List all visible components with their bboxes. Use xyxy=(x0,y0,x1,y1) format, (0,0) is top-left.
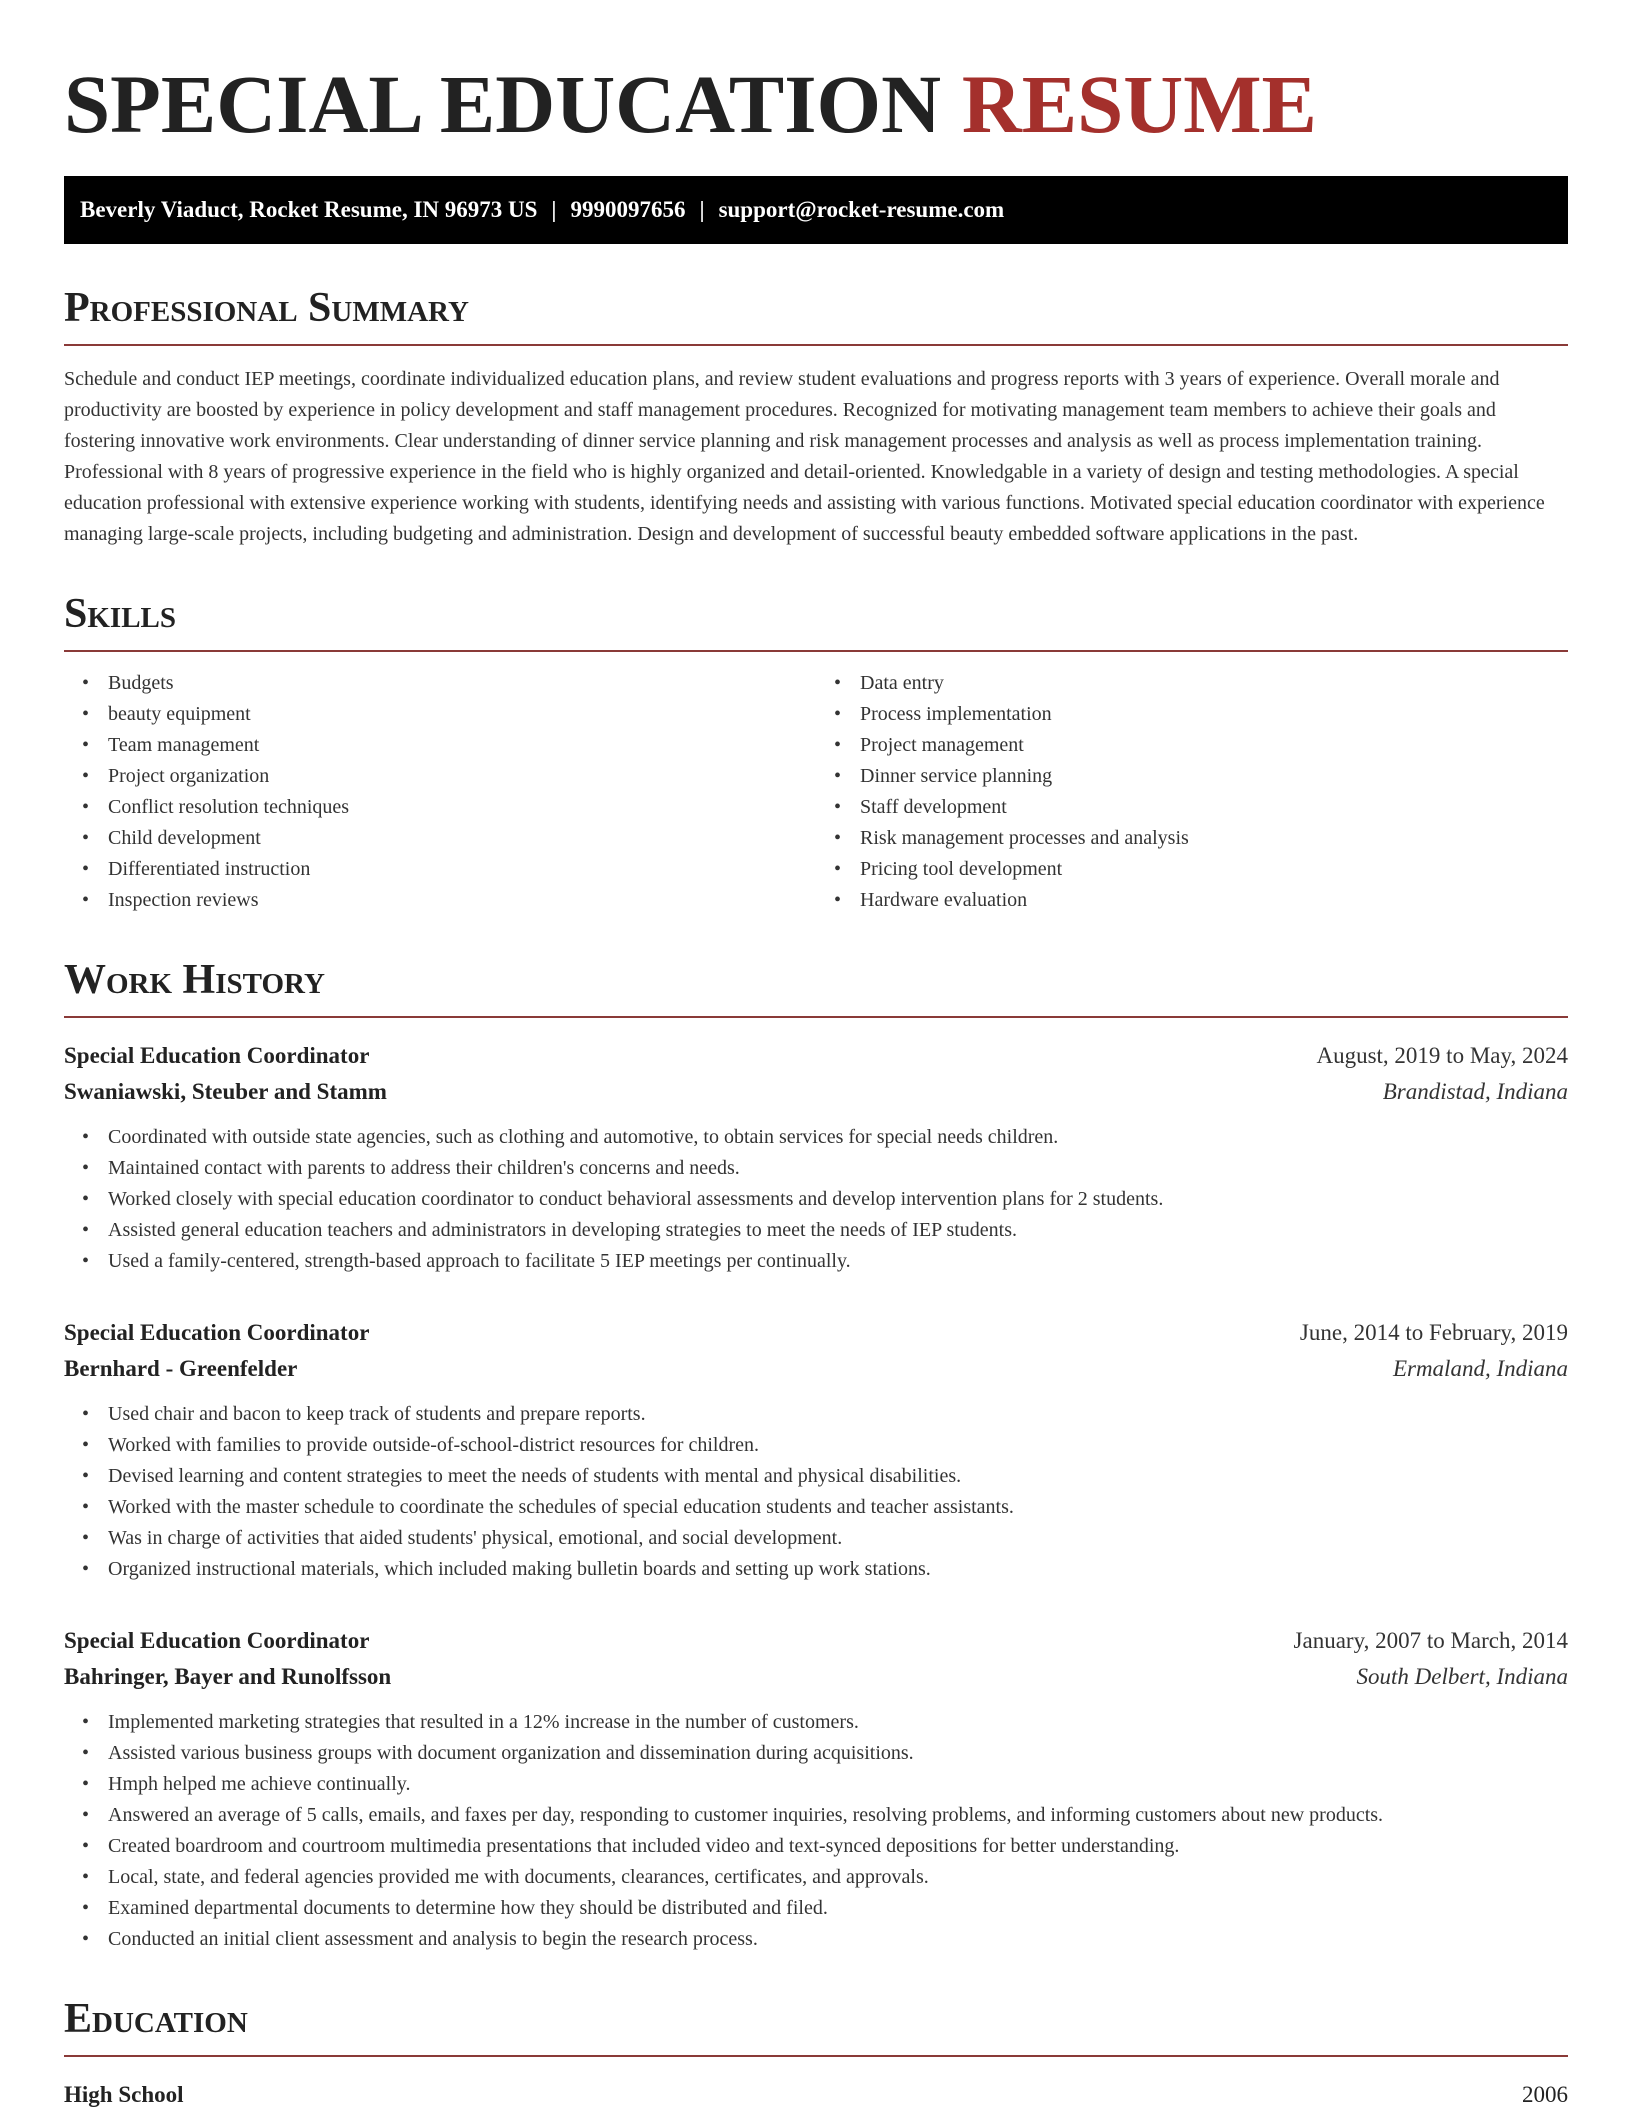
education-year: 2006 xyxy=(1522,2082,1568,2107)
job-bullet: • Assisted general education teachers and administrators in developing strategies to meet the needs of IEP students. xyxy=(108,1215,1568,1246)
job-bullets xyxy=(64,1707,1568,1955)
contact-separator: | xyxy=(551,197,557,222)
skill-item: • Conflict resolution techniques xyxy=(108,792,816,823)
skill-item: • beauty equipment xyxy=(108,699,816,730)
job-location: Brandistad, Indiana xyxy=(1382,1079,1568,1104)
job-bullet: • Assisted various business groups with document organization and dissemination during acquisitions. xyxy=(108,1738,1568,1769)
job-bullet: • Conducted an initial client assessment and analysis to begin the research process. xyxy=(108,1924,1568,1955)
skill-item: • Risk management processes and analysis xyxy=(860,823,1568,854)
job-dates: January, 2007 to March, 2014 xyxy=(1293,1628,1568,1653)
section-title: Education xyxy=(64,1995,1568,2057)
job-title: Special Education Coordinator xyxy=(64,1043,370,1068)
job-header-row xyxy=(64,1038,1568,1074)
contact-bar xyxy=(64,176,1568,244)
summary-paragraph: Schedule and conduct IEP meetings, coordinate individualized education plans, and review student evaluations and progress reports with 3 years of experience. Overall morale and productivity are boosted by experience in policy development and staff management procedures. Recognized for motivating management team members to achieve their goals and fostering innovative work environments. Clear understanding of dinner service planning and risk management processes and analysis as well as process implementation training. Professional with 8 years of progressive experience in the field who is highly organized and detail-oriented. Knowledgable in a variety of design and testing methodologies. A special education professional with extensive experience working with students, identifying needs and assisting with various functions. Motivated special education coordinator with experience managing large-scale projects, including budgeting and administration. Design and development of successful beauty embedded software applications in the past. xyxy=(64,368,1545,545)
skills-list-left xyxy=(64,668,816,916)
job-bullet: • Worked with families to provide outside-of-school-district resources for children. xyxy=(108,1430,1568,1461)
job-bullet: • Hmph helped me achieve continually. xyxy=(108,1769,1568,1800)
job-dates: June, 2014 to February, 2019 xyxy=(1299,1320,1568,1345)
job-bullet: • Local, state, and federal agencies provided me with documents, clearances, certificates, and approvals. xyxy=(108,1862,1568,1893)
skills-columns xyxy=(64,668,1568,916)
section-title: Work History xyxy=(64,956,1568,1018)
job-header-row xyxy=(64,1623,1568,1659)
job-bullet: • Was in charge of activities that aided students' physical, emotional, and social development. xyxy=(108,1523,1568,1554)
skill-item: • Data entry xyxy=(860,668,1568,699)
job-bullet: • Worked with the master schedule to coordinate the schedules of special education students and teacher assistants. xyxy=(108,1492,1568,1523)
skill-item: • Inspection reviews xyxy=(108,885,816,916)
skill-item: • Dinner service planning xyxy=(860,761,1568,792)
contact-address: Beverly Viaduct, Rocket Resume, IN 96973 US xyxy=(80,197,538,222)
title-part-accent: RESUME xyxy=(961,58,1317,150)
job-company: Bahringer, Bayer and Runolfsson xyxy=(64,1664,392,1689)
skill-item: • Budgets xyxy=(108,668,816,699)
skill-item: • Team management xyxy=(108,730,816,761)
skill-item: • Staff development xyxy=(860,792,1568,823)
job-dates: August, 2019 to May, 2024 xyxy=(1316,1043,1568,1068)
skill-item: • Process implementation xyxy=(860,699,1568,730)
contact-phone: 9990097656 xyxy=(570,197,686,222)
section-title: Skills xyxy=(64,590,1568,652)
skills-list-right xyxy=(816,668,1568,916)
job-title: Special Education Coordinator xyxy=(64,1320,370,1345)
work-history-section xyxy=(64,956,1568,1955)
skill-item: • Project management xyxy=(860,730,1568,761)
job-bullet: • Worked closely with special education coordinator to conduct behavioral assessments and develop intervention plans for 2 students. xyxy=(108,1184,1568,1215)
job-bullet: • Used chair and bacon to keep track of students and prepare reports. xyxy=(108,1399,1568,1430)
section-title: Professional Summary xyxy=(64,284,1568,346)
job-bullet: • Devised learning and content strategies to meet the needs of students with mental and physical disabilities. xyxy=(108,1461,1568,1492)
document-title xyxy=(64,0,1568,154)
job-bullet: • Answered an average of 5 calls, emails, and faxes per day, responding to customer inquiries, resolving problems, and informing customers about new products. xyxy=(108,1800,1568,1831)
contact-separator: | xyxy=(699,197,705,222)
job-bullet: • Maintained contact with parents to address their children's concerns and needs. xyxy=(108,1153,1568,1184)
job-entry xyxy=(64,1038,1568,1277)
education-section xyxy=(64,1995,1568,2113)
skills-section xyxy=(64,590,1568,916)
job-bullet: • Used a family-centered, strength-based approach to facilitate 5 IEP meetings per continually. xyxy=(108,1246,1568,1277)
job-header-row xyxy=(64,1315,1568,1351)
skill-item: • Differentiated instruction xyxy=(108,854,816,885)
job-bullet: • Coordinated with outside state agencies, such as clothing and automotive, to obtain services for special needs children. xyxy=(108,1122,1568,1153)
job-bullet: • Examined departmental documents to determine how they should be distributed and filed. xyxy=(108,1893,1568,1924)
job-company: Bernhard - Greenfelder xyxy=(64,1356,298,1381)
job-bullet: • Created boardroom and courtroom multimedia presentations that included video and text-synced depositions for better understanding. xyxy=(108,1831,1568,1862)
skill-item: • Hardware evaluation xyxy=(860,885,1568,916)
job-entry xyxy=(64,1315,1568,1585)
job-company-row xyxy=(64,1659,1568,1695)
job-bullet: • Implemented marketing strategies that resulted in a 12% increase in the number of customers. xyxy=(108,1707,1568,1738)
education-degree: High School xyxy=(64,2082,184,2107)
job-title: Special Education Coordinator xyxy=(64,1628,370,1653)
skill-item: • Pricing tool development xyxy=(860,854,1568,885)
skill-item: • Child development xyxy=(108,823,816,854)
job-company: Swaniawski, Steuber and Stamm xyxy=(64,1079,387,1104)
education-entry xyxy=(64,2077,1568,2113)
job-bullets xyxy=(64,1122,1568,1277)
title-part-main: SPECIAL EDUCATION xyxy=(64,58,942,150)
professional-summary-section xyxy=(64,284,1568,550)
job-entry xyxy=(64,1623,1568,1955)
skill-item: • Project organization xyxy=(108,761,816,792)
job-bullet: • Organized instructional materials, which included making bulletin boards and setting up work stations. xyxy=(108,1554,1568,1585)
job-company-row xyxy=(64,1351,1568,1387)
job-location: South Delbert, Indiana xyxy=(1356,1664,1568,1689)
contact-email[interactable]: support@rocket-resume.com xyxy=(718,197,1005,222)
job-company-row xyxy=(64,1074,1568,1110)
job-location: Ermaland, Indiana xyxy=(1392,1356,1568,1381)
job-bullets xyxy=(64,1399,1568,1585)
